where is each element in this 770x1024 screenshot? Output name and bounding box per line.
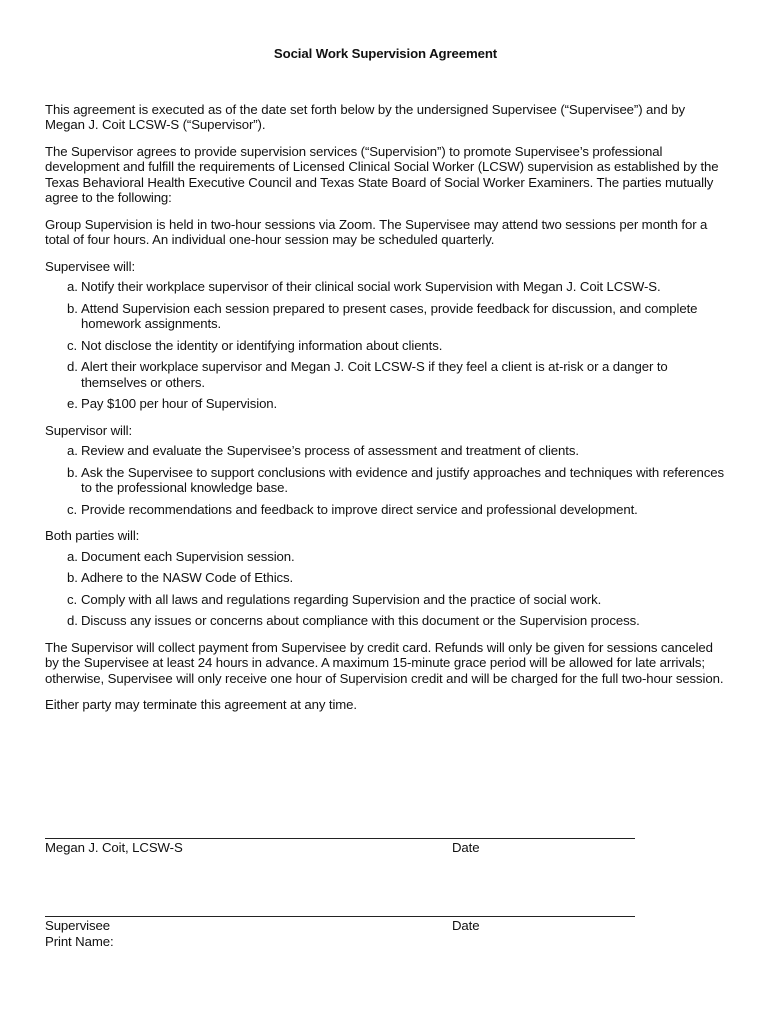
list-item-text: Ask the Supervisee to support conclusions with evidence and justify approaches and techniques with references to the professional knowledge base. (81, 464, 724, 495)
list-marker: a. (67, 279, 78, 294)
list-marker: a. (67, 443, 78, 458)
list-marker: b. (67, 464, 78, 480)
list-item-text: Attend Supervision each session prepared to present cases, provide feedback for discussion, and complete homework assignments. (81, 300, 698, 331)
list-item (45, 301, 726, 332)
supervisor-date-label: Date (452, 840, 480, 855)
list-item (45, 396, 726, 412)
supervisee-signature-block (45, 916, 635, 950)
supervisee-date-label: Date (452, 918, 480, 933)
supervisor-signature-row (45, 840, 635, 856)
payment-paragraph: The Supervisor will collect payment from Supervisee by credit card. Refunds will only be given for sessions canceled by the Supervisee at least 24 hours in advance. A maximum 15-minute grace period will be allowed for late arrivals; otherwise, Supervisee will only receive one hour of Supervision credit and will be charged for the full two-hour session. (45, 639, 724, 686)
supervisee-list (45, 279, 726, 412)
document-title: Social Work Supervision Agreement (273, 46, 498, 61)
list-item (45, 279, 726, 295)
list-marker: d. (67, 613, 78, 628)
supervisor-list (45, 443, 726, 517)
purpose-paragraph: The Supervisor agrees to provide supervision services (“Supervision”) to promote Supervisee’s professional development and fulfill the requirements of Licensed Clinical Social Worker (LCSW) supervision as established by the Texas Behavioral Health Executive Council and Texas State Board of Social Worker Examiners. The parties mutually agree to the following: (45, 143, 719, 205)
list-item-text: Comply with all laws and regulations regarding Supervision and the practice of social work. (81, 591, 602, 607)
list-item (45, 502, 726, 518)
supervisor-name: Megan J. Coit, LCSW-S (45, 840, 183, 855)
list-marker: d. (67, 359, 78, 374)
supervisor-heading: Supervisor will: (45, 422, 133, 438)
list-item-text: Discuss any issues or concerns about compliance with this document or the Supervision process. (81, 613, 640, 628)
supervisee-heading: Supervisee will: (45, 258, 136, 274)
list-item-text: Review and evaluate the Supervisee’s process of assessment and treatment of clients. (81, 443, 579, 458)
list-item-text: Notify their workplace supervisor of their clinical social work Supervision with Megan J. Coit LCSW-S. (81, 279, 661, 294)
list-item (45, 359, 726, 390)
termination-paragraph: Either party may terminate this agreement at any time. (45, 697, 357, 712)
list-item (45, 570, 726, 586)
both-parties-heading: Both parties will: (45, 528, 140, 543)
supervisee-signature-line[interactable] (45, 916, 635, 917)
list-marker: c. (67, 501, 78, 517)
list-item (45, 592, 726, 608)
list-item (45, 613, 726, 629)
list-marker: e. (67, 396, 78, 411)
list-item-text: Alert their workplace supervisor and Megan J. Coit LCSW-S if they feel a client is at-risk or a danger to themselves or others. (81, 359, 668, 390)
list-item-text: Pay $100 per hour of Supervision. (81, 396, 278, 411)
list-marker: b. (67, 570, 78, 585)
list-marker: a. (67, 548, 78, 564)
list-item-text: Provide recommendations and feedback to improve direct service and professional development. (81, 501, 638, 517)
intro-paragraph: This agreement is executed as of the date set forth below by the undersigned Supervisee (“Supervisee”) and by Megan J. Coit LCSW-S (“Supervisor”). (45, 101, 686, 132)
supervisor-signature-block (45, 838, 635, 856)
supervisee-signature-row (45, 918, 635, 934)
list-item (45, 338, 726, 354)
list-item (45, 549, 726, 565)
supervisor-signature-line[interactable] (45, 838, 635, 839)
list-marker: c. (67, 591, 78, 607)
list-item (45, 443, 726, 459)
print-name-label: Print Name: (45, 934, 114, 949)
list-marker: c. (67, 337, 78, 353)
group-supervision-paragraph: Group Supervision is held in two-hour sessions via Zoom. The Supervisee may attend two sessions per month for a total of four hours. An individual one-hour session may be scheduled quarterly. (45, 216, 708, 247)
list-item-text: Not disclose the identity or identifying information about clients. (81, 337, 443, 353)
list-marker: b. (67, 300, 78, 316)
both-parties-list (45, 549, 726, 629)
list-item-text: Document each Supervision session. (81, 548, 295, 564)
supervisee-label: Supervisee (45, 918, 110, 933)
list-item-text: Adhere to the NASW Code of Ethics. (81, 570, 294, 585)
list-item (45, 465, 726, 496)
